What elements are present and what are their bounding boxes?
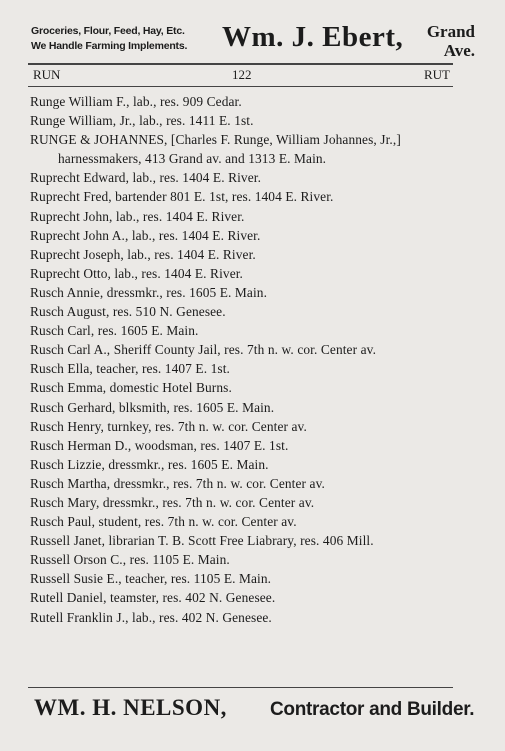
footer-ad-name: WM. H. NELSON, <box>34 695 227 720</box>
ad-location-bottom: Ave. <box>443 41 475 60</box>
directory-entry: Rusch Paul, student, res. 7th n. w. cor. Center av. <box>30 514 297 530</box>
directory-entry: Russell Janet, librarian T. B. Scott Free Liabrary, res. 406 Mill. <box>30 533 374 549</box>
directory-entry: Rusch Ella, teacher, res. 1407 E. 1st. <box>30 361 230 377</box>
directory-entry: Ruprecht John A., lab., res. 1404 E. River. <box>30 227 261 243</box>
directory-entry: Rusch Emma, domestic Hotel Burns. <box>30 380 232 396</box>
footer-ad-trade: Contractor and Builder. <box>270 699 475 720</box>
header-rule <box>28 63 453 65</box>
ad-merchant-name: Wm. J. Ebert, <box>222 21 404 53</box>
directory-entry: Rusch Annie, dressmkr., res. 1605 E. Main. <box>30 284 268 300</box>
page-number: 122 <box>232 67 252 82</box>
directory-entry: Ruprecht Fred, bartender 801 E. 1st, res. 1404 E. River. <box>30 189 334 205</box>
directory-entry: Rusch Henry, turnkey, res. 7th n. w. cor. Center av. <box>30 418 307 434</box>
running-head-left: RUN <box>33 67 61 82</box>
directory-entry: Rusch Carl A., Sheriff County Jail, res. 7th n. w. cor. Center av. <box>30 342 377 358</box>
running-head-rule <box>28 86 453 87</box>
ad-location-top: Grand <box>426 22 475 41</box>
footer-rule <box>28 687 453 688</box>
directory-entry: RUNGE & JOHANNES, [Charles F. Runge, William Johannes, Jr.,] harnessmakers, 413 Grand av. and 1313 E. Main. <box>30 132 401 167</box>
directory-entry: Rusch Herman D., woodsman, res. 1407 E. 1st. <box>30 437 289 453</box>
directory-entry: Rusch Lizzie, dressmkr., res. 1605 E. Main. <box>30 456 269 472</box>
directory-entry: Rusch August, res. 510 N. Genesee. <box>30 304 226 320</box>
directory-entry: Rusch Carl, res. 1605 E. Main. <box>30 323 199 339</box>
running-head <box>30 67 450 85</box>
directory-entry: Rusch Gerhard, blksmith, res. 1605 E. Main. <box>30 399 275 415</box>
directory-entry: Runge William F., lab., res. 909 Cedar. <box>30 94 242 109</box>
directory-entry: Rutell Franklin J., lab., res. 402 N. Genesee. <box>30 609 272 625</box>
directory-entry: Rusch Mary, dressmkr., res. 7th n. w. cor. Center av. <box>30 494 315 510</box>
ad-implements-line: We Handle Farming Implements. <box>31 40 188 52</box>
directory-entry: Ruprecht Joseph, lab., res. 1404 E. River. <box>30 246 256 262</box>
directory-entry: Ruprecht Otto, lab., res. 1404 E. River. <box>30 265 244 281</box>
running-head-right: RUT <box>424 67 450 82</box>
directory-entry: Russell Orson C., res. 1105 E. Main. <box>30 552 230 568</box>
directory-entry: Runge William, Jr., lab., res. 1411 E. 1st. <box>30 113 254 129</box>
directory-entry: Russell Susie E., teacher, res. 1105 E. Main. <box>30 571 272 587</box>
header-advertisement <box>26 20 475 60</box>
directory-entry: Ruprecht John, lab., res. 1404 E. River. <box>30 208 245 224</box>
directory-entries <box>30 92 454 627</box>
directory-entry: Rutell Daniel, teamster, res. 402 N. Genesee. <box>30 590 276 606</box>
directory-entry: Rusch Martha, dressmkr., res. 7th n. w. cor. Center av. <box>30 475 325 491</box>
ad-goods-line: Groceries, Flour, Feed, Hay, Etc. <box>31 25 185 37</box>
directory-entry: Ruprecht Edward, lab., res. 1404 E. River. <box>30 170 262 186</box>
